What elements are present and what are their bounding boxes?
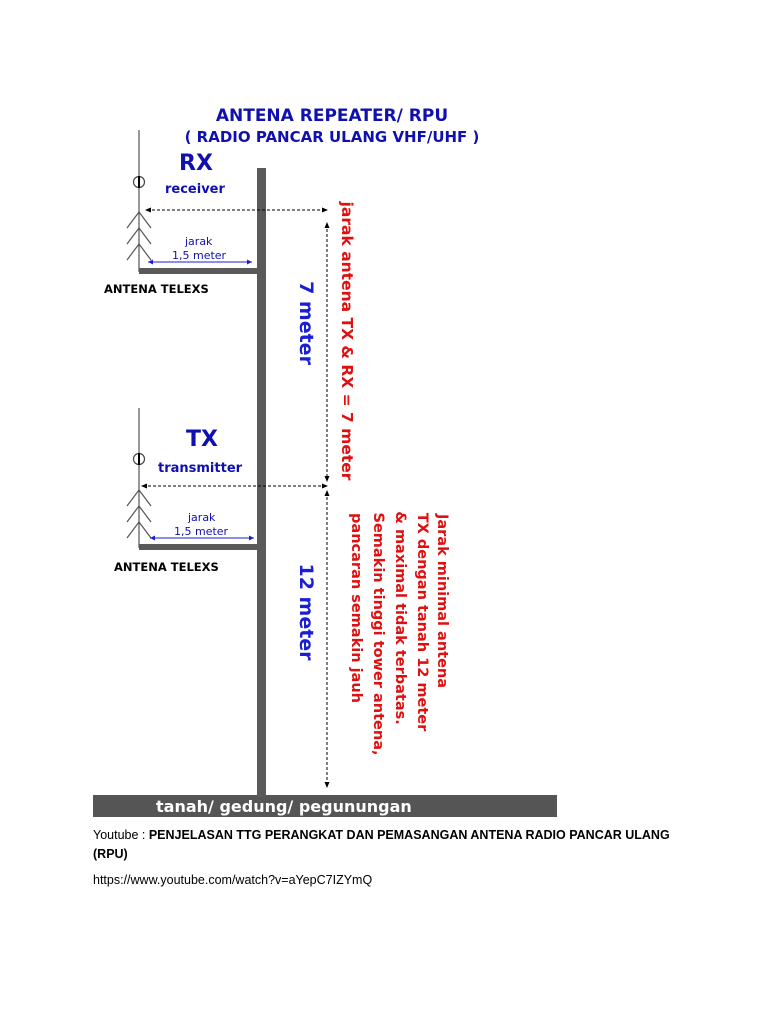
rx-label: RX (179, 151, 213, 176)
tx-boom-arm (139, 544, 264, 550)
red-note-line-1: Jarak minimal antena (434, 513, 450, 689)
tx-sub-label: transmitter (158, 461, 243, 476)
dimension-7m-label: 7 meter (295, 281, 317, 365)
rx-boom-arm (139, 268, 264, 274)
rx-sub-label: receiver (165, 182, 225, 197)
diagram-title-line2: ( RADIO PANCAR ULANG VHF/UHF ) (184, 128, 480, 146)
caption-prefix: Youtube : (93, 828, 149, 842)
red-note-line-2: TX dengan tanah 12 meter (414, 512, 430, 732)
rx-jarak-value: 1,5 meter (172, 249, 227, 262)
rx-antenna (127, 130, 151, 272)
red-note-line-4: Semakin tinggi tower antena, (370, 512, 386, 756)
tx-jarak-label: jarak (188, 511, 216, 524)
tower-mast (257, 168, 266, 797)
video-caption (93, 826, 693, 864)
dimension-12m-label: 12 meter (295, 563, 317, 661)
red-note-line-5: pancaran semakin jauh (348, 513, 364, 703)
youtube-link[interactable]: https://www.youtube.com/watch?v=aYepC7IZYmQ (93, 873, 373, 887)
tx-antenna (127, 408, 151, 548)
tx-label: TX (186, 427, 218, 452)
ground-label: tanah/ gedung/ pegunungan (156, 797, 412, 816)
red-note-tower-height (348, 511, 450, 755)
rx-antenna-telexs-label: ANTENA TELEXS (104, 282, 209, 296)
rx-jarak-label: jarak (185, 235, 213, 248)
red-note-tx-rx-distance: jarak antena TX & RX = 7 meter (338, 201, 356, 481)
tx-jarak-value: 1,5 meter (174, 525, 229, 538)
caption-title: PENJELASAN TTG PERANGKAT DAN PEMASANGAN ANTENA RADIO PANCAR ULANG (RPU) (93, 828, 670, 861)
diagram-title-line1: ANTENA REPEATER/ RPU (215, 106, 449, 126)
tx-antenna-telexs-label: ANTENA TELEXS (114, 560, 219, 574)
red-note-line-3: & maximal tidak terbatas. (392, 511, 408, 725)
